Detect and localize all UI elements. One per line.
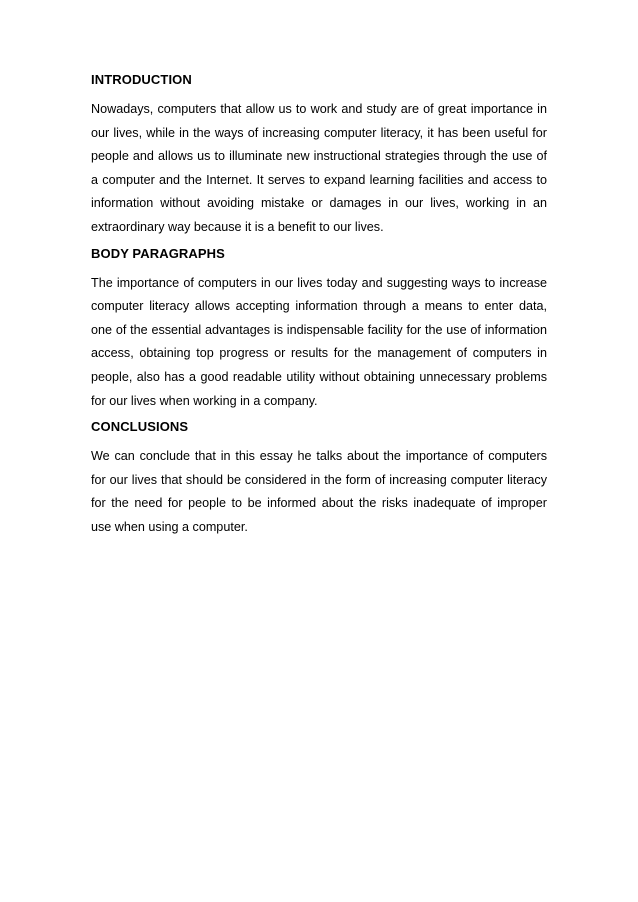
paragraph-line: extraordinary way because it is a benefit to our lives. [91, 219, 384, 234]
section-paragraph [91, 272, 547, 414]
paragraph-line: a computer and the Internet. It serves to expand learning facilities and access to [91, 172, 547, 187]
section-heading: BODY PARAGRAPHS [91, 245, 225, 261]
introduction-section [91, 72, 547, 240]
section-heading: INTRODUCTION [91, 72, 192, 87]
paragraph-line: for our lives that should be considered in the form of increasing computer literacy [91, 472, 547, 487]
paragraph-line: one of the essential advantages is indispensable facility for the use of information [91, 322, 547, 337]
document-page [91, 72, 547, 546]
paragraph-line: people and allows us to illuminate new instructional strategies through the use of [91, 149, 547, 164]
paragraph-line: our lives, while in the ways of increasing computer literacy, it has been useful for [91, 125, 547, 140]
paragraph-line: information without avoiding mistake or damages in our lives, working in an [91, 196, 547, 211]
body-paragraphs-section [91, 246, 547, 414]
paragraph-line: for our lives when working in a company. [91, 393, 318, 408]
paragraph-line: The importance of computers in our lives today and suggesting ways to increase [91, 275, 547, 290]
section-paragraph [91, 98, 547, 240]
paragraph-line: Nowadays, computers that allow us to work and study are of great importance in [91, 102, 547, 116]
conclusions-section [91, 419, 547, 539]
paragraph-line: access, obtaining top progress or results for the management of computers in [91, 346, 547, 361]
paragraph-line: people, also has a good readable utility without obtaining unnecessary problems [91, 369, 547, 384]
paragraph-line: for the need for people to be informed about the risks inadequate of improper [91, 496, 547, 511]
paragraph-line: computer literacy allows accepting information through a means to enter data, [91, 299, 547, 314]
paragraph-line: use when using a computer. [91, 519, 248, 534]
paragraph-line: We can conclude that in this essay he talks about the importance of computers [91, 449, 547, 464]
section-heading: CONCLUSIONS [91, 419, 189, 435]
section-paragraph [91, 445, 547, 539]
